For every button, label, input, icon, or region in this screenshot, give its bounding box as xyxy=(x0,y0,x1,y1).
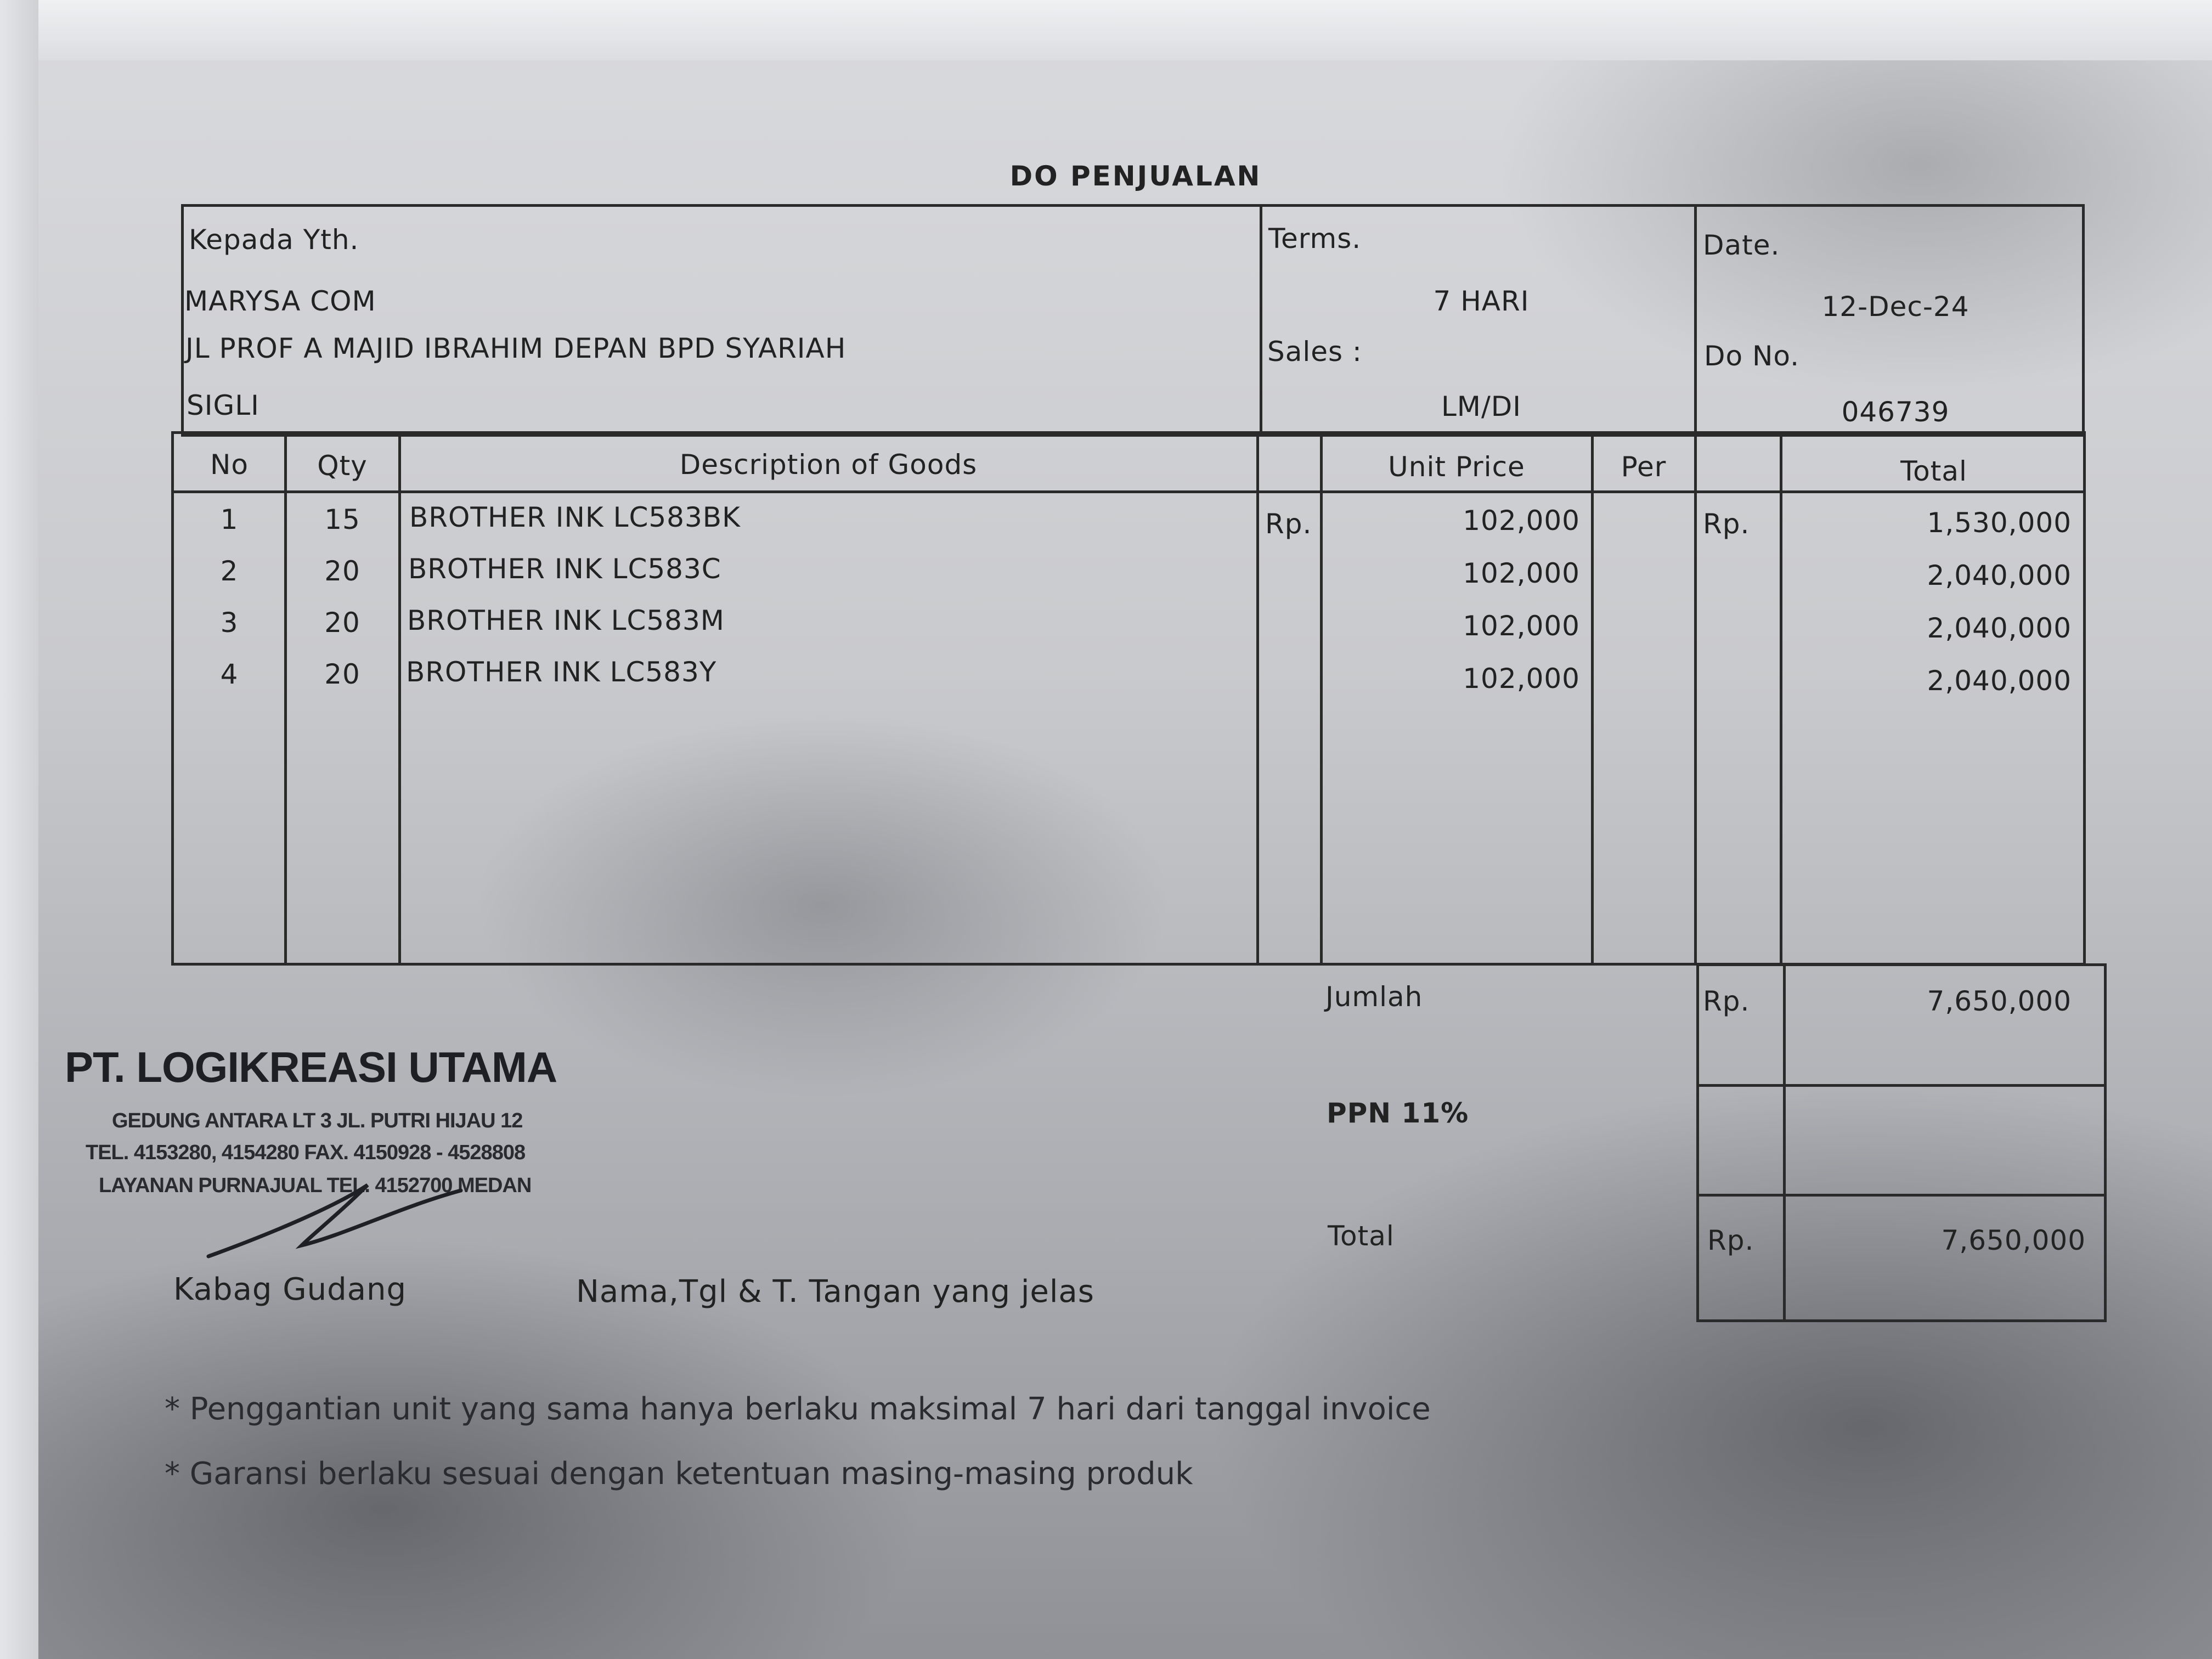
note-replacement: * Penggantian unit yang sama hanya berlaku maksimal 7 hari dari tanggal invoice xyxy=(165,1391,1431,1427)
item-qty: 20 xyxy=(324,607,360,639)
item-total: 2,040,000 xyxy=(1927,612,2072,644)
header-divider-1 xyxy=(1260,204,1262,437)
summary-box xyxy=(1696,963,2107,1322)
terms-value: 7 HARI xyxy=(1433,285,1530,317)
item-no: 2 xyxy=(220,555,239,587)
item-no: 4 xyxy=(220,658,239,690)
item-qty: 20 xyxy=(324,658,360,690)
item-total-currency: Rp. xyxy=(1703,508,1750,540)
col-divider-no xyxy=(284,431,287,966)
recipient-address: JL PROF A MAJID IBRAHIM DEPAN BPD SYARIAH xyxy=(185,332,847,364)
col-header-qty: Qty xyxy=(317,450,368,482)
item-qty: 15 xyxy=(324,504,360,535)
col-divider-cur1 xyxy=(1320,431,1323,966)
recipient-city: SIGLI xyxy=(187,390,259,421)
col-divider-unit xyxy=(1591,431,1594,966)
item-total: 2,040,000 xyxy=(1927,560,2072,591)
item-unit-price: 102,000 xyxy=(1463,610,1580,642)
col-header-description: Description of Goods xyxy=(679,449,978,481)
col-divider-desc xyxy=(1256,431,1259,966)
ppn-label: PPN 11% xyxy=(1327,1097,1469,1129)
jumlah-currency: Rp. xyxy=(1703,985,1750,1017)
total-value: 7,650,000 xyxy=(1941,1224,2086,1256)
col-divider-cur2 xyxy=(1780,431,1782,966)
col-header-unit-price: Unit Price xyxy=(1388,451,1525,483)
date-label: Date. xyxy=(1703,229,1780,261)
col-header-total: Total xyxy=(1900,455,1967,487)
total-label: Total xyxy=(1328,1220,1395,1252)
company-address-line2: TEL. 4153280, 4154280 FAX. 4150928 - 4528808 xyxy=(86,1141,526,1164)
total-currency: Rp. xyxy=(1707,1224,1754,1256)
item-qty: 20 xyxy=(324,555,360,587)
item-unit-price: 102,000 xyxy=(1463,557,1580,589)
item-unit-price: 102,000 xyxy=(1463,505,1580,537)
item-total: 2,040,000 xyxy=(1927,665,2072,697)
recipient-label: Kepada Yth. xyxy=(189,224,359,256)
item-no: 1 xyxy=(220,504,239,535)
item-unit-price: 102,000 xyxy=(1463,663,1580,695)
signature-mark xyxy=(203,1174,466,1273)
jumlah-value: 7,650,000 xyxy=(1927,985,2072,1017)
sales-label: Sales : xyxy=(1267,336,1362,368)
item-description: BROTHER INK LC583C xyxy=(408,553,721,585)
recipient-name: MARYSA COM xyxy=(184,285,376,317)
item-unit-currency: Rp. xyxy=(1265,508,1312,540)
items-header-divider xyxy=(171,490,2086,493)
sales-value: LM/DI xyxy=(1441,391,1522,422)
item-total: 1,530,000 xyxy=(1927,507,2072,539)
summary-row-divider-2 xyxy=(1696,1194,2107,1197)
company-name: PT. LOGIKREASI UTAMA xyxy=(65,1043,557,1091)
do-no-label: Do No. xyxy=(1704,340,1799,372)
header-divider-2 xyxy=(1694,204,1697,437)
signature-receiver: Nama,Tgl & T. Tangan yang jelas xyxy=(576,1274,1094,1310)
jumlah-label: Jumlah xyxy=(1325,981,1423,1013)
col-divider-per xyxy=(1694,431,1697,966)
note-warranty: * Garansi berlaku sesuai dengan ketentuan masing-masing produk xyxy=(165,1456,1193,1492)
background-edge-left xyxy=(0,0,38,1659)
background-edge xyxy=(0,0,2212,60)
do-no-value: 046739 xyxy=(1841,396,1950,428)
col-header-no: No xyxy=(210,449,249,481)
col-header-per: Per xyxy=(1621,451,1667,483)
item-description: BROTHER INK LC583BK xyxy=(409,501,741,533)
item-description: BROTHER INK LC583Y xyxy=(406,656,717,688)
document-title: DO PENJUALAN xyxy=(1009,160,1262,192)
item-no: 3 xyxy=(220,607,239,639)
terms-label: Terms. xyxy=(1268,223,1362,255)
item-description: BROTHER INK LC583M xyxy=(407,605,725,636)
summary-row-divider-1 xyxy=(1696,1084,2107,1087)
summary-col-divider xyxy=(1783,963,1786,1322)
company-address-line3: LAYANAN PURNAJUAL TEL. 4152700 MEDAN xyxy=(99,1174,532,1197)
company-address-line1: GEDUNG ANTARA LT 3 JL. PUTRI HIJAU 12 xyxy=(112,1109,523,1132)
date-value: 12-Dec-24 xyxy=(1821,291,1970,323)
col-divider-qty xyxy=(398,431,401,966)
signature-warehouse: Kabag Gudang xyxy=(173,1272,407,1307)
